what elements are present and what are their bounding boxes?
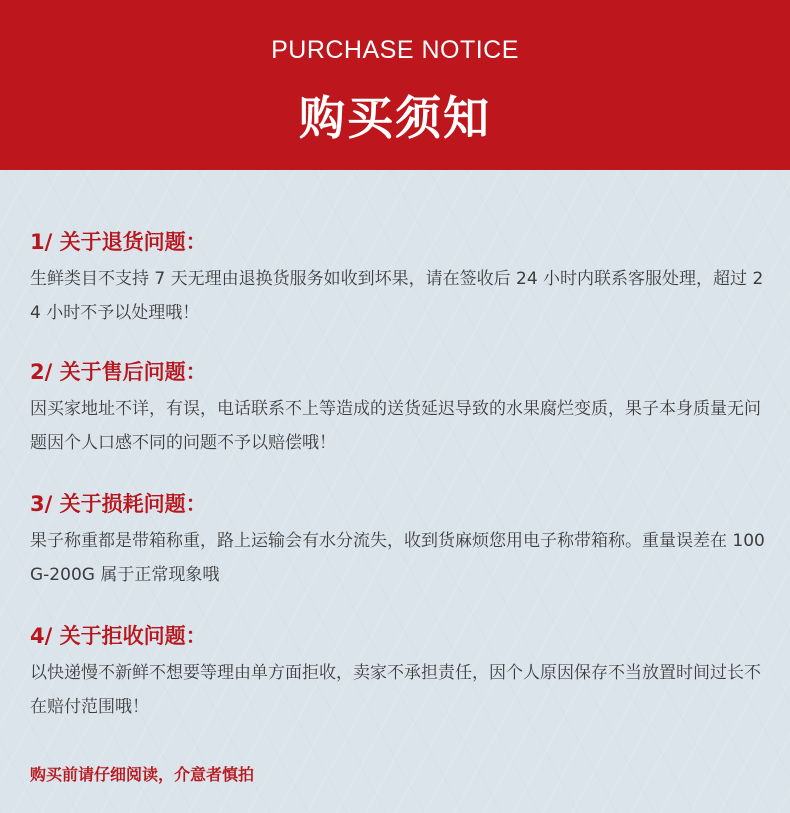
section-rejection [30,622,765,724]
section-title: 1/ 关于退货问题： [30,230,207,254]
section-returns [30,228,765,330]
section-body: 生鲜类目不支持 7 天无理由退换货服务如收到坏果，请在签收后 24 小时内联系客服处理，超过 24 小时不予以处理哦！ [30,269,764,323]
section-after-sales [30,358,765,460]
header-title: 购买须知 [299,91,491,145]
notice-content [0,170,790,813]
section-body: 果子称重都是带箱称重，路上运输会有水分流失，收到货麻烦您用电子称带箱称。重量误差在 100G-200G 属于正常现象哦 [30,531,765,585]
section-body: 以快递慢不新鲜不想要等理由单方面拒收，卖家不承担责任，因个人原因保存不当放置时间过长不在赔付范围哦！ [30,663,761,717]
header-subtitle: PURCHASE NOTICE [271,36,519,64]
header-banner [0,0,790,170]
footer-warning: 购买前请仔细阅读，介意者慎拍 [30,765,255,784]
section-loss [30,490,765,592]
section-title: 2/ 关于售后问题： [30,360,207,384]
section-title: 4/ 关于拒收问题： [30,624,207,648]
section-title: 3/ 关于损耗问题： [30,492,207,516]
section-body: 因买家地址不详，有误，电话联系不上等造成的送货延迟导致的水果腐烂变质，果子本身质量无问题因个人口感不同的问题不予以赔偿哦！ [30,399,761,453]
